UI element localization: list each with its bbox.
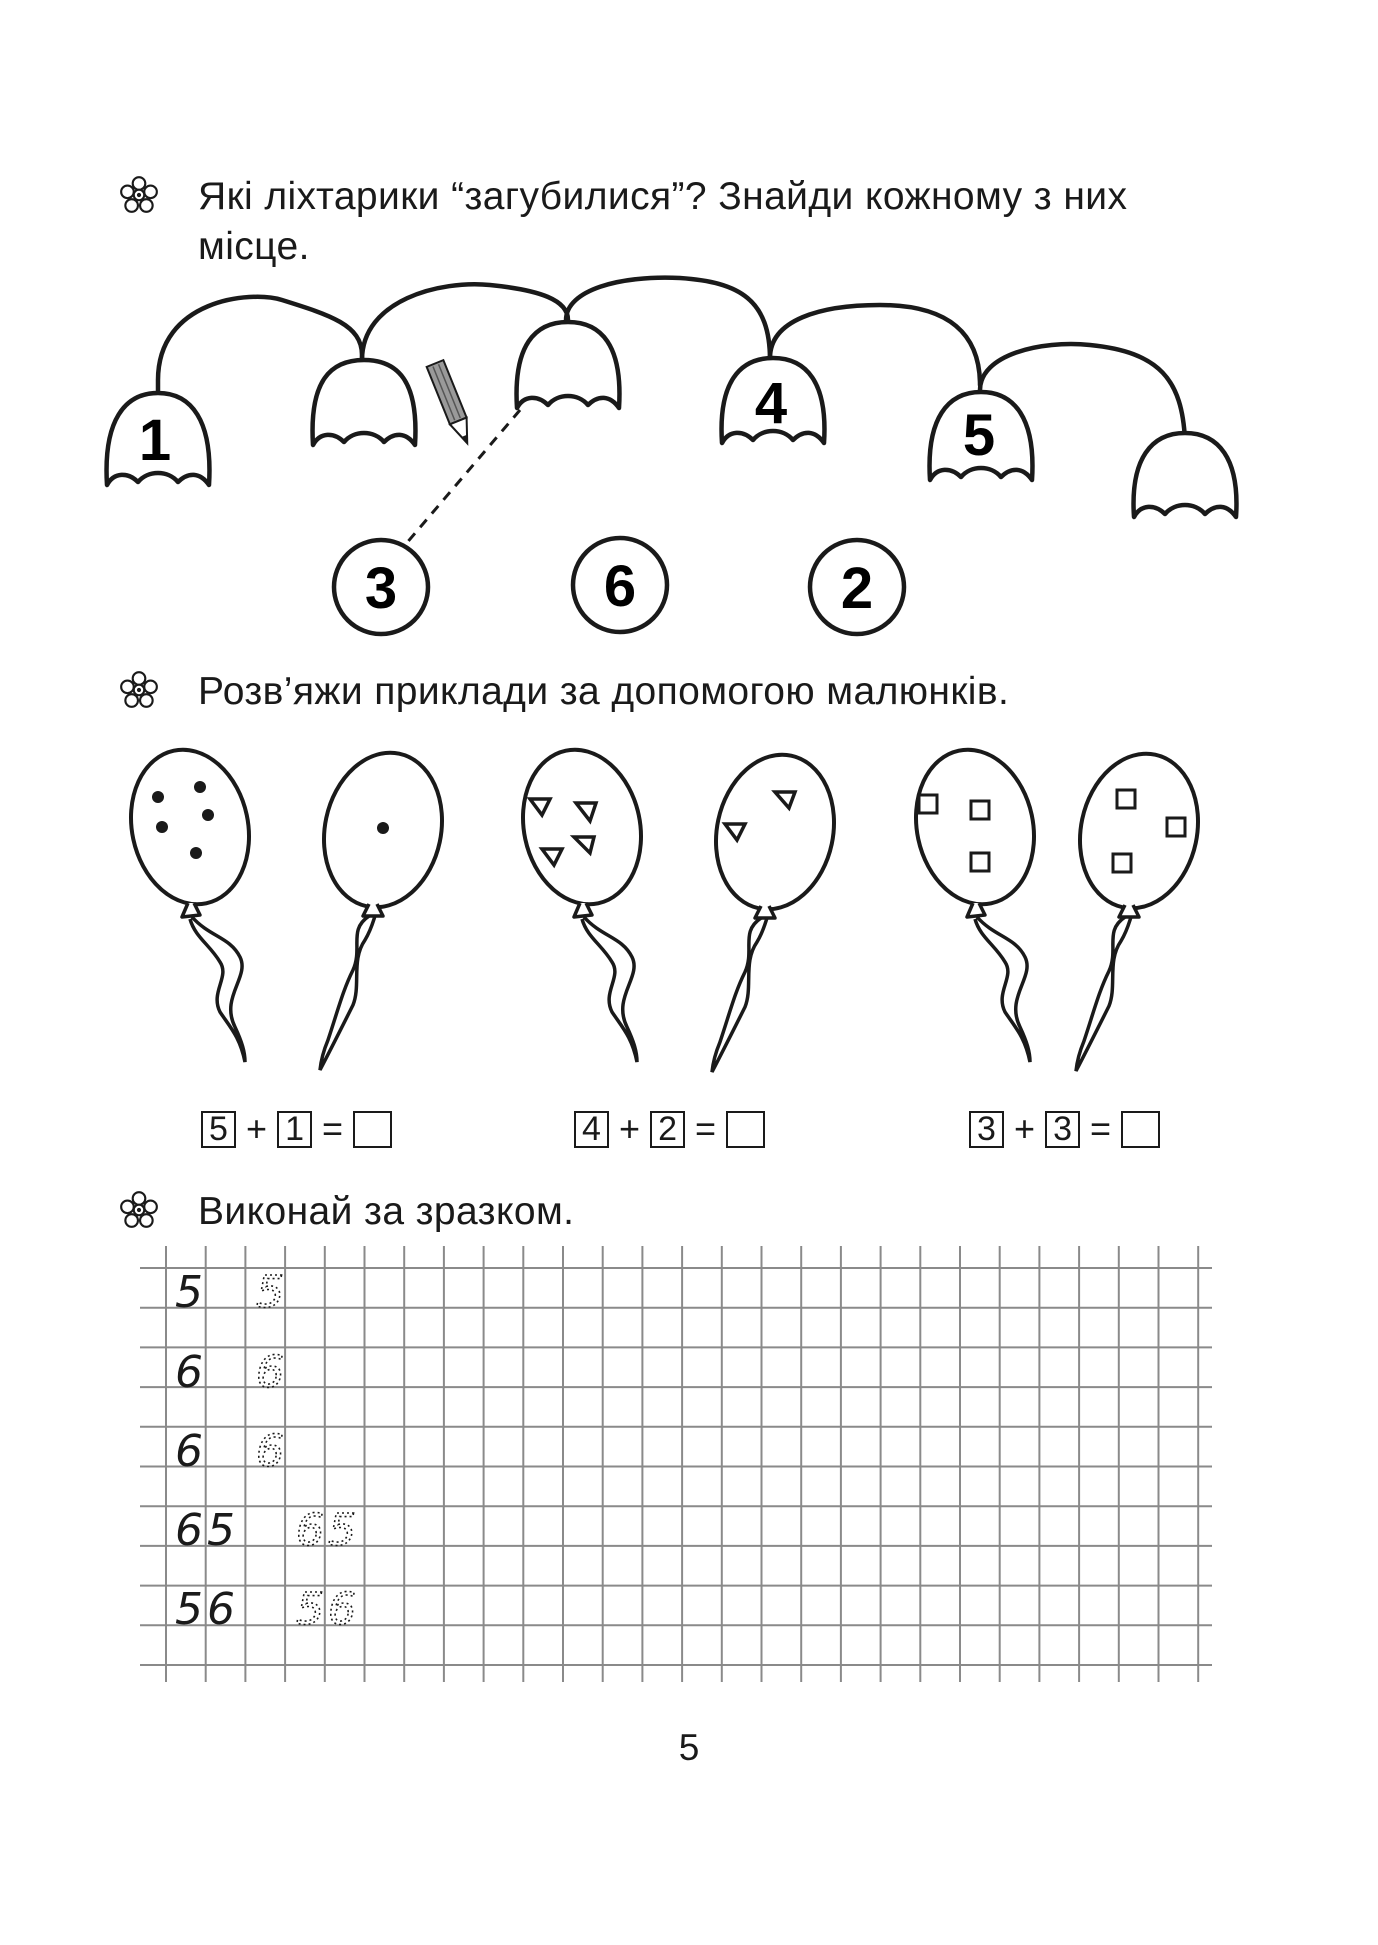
plus-sign: + (1014, 1108, 1036, 1149)
lantern-number: 1 (138, 408, 172, 473)
balloon-illustrations (0, 730, 1378, 1090)
answer-box[interactable] (353, 1111, 392, 1148)
balloon-3-squares (902, 739, 1048, 1062)
lantern-4 (722, 358, 825, 443)
flower-icon (118, 669, 160, 711)
equals-sign: = (1090, 1108, 1112, 1149)
task-2 (118, 667, 1009, 717)
equation-3 (969, 1108, 1160, 1150)
task-3-instruction: Виконай за зразком. (198, 1190, 575, 1233)
equation-2 (574, 1108, 765, 1150)
addend-box: 3 (969, 1111, 1004, 1148)
trace-digits[interactable]: 56 (296, 1584, 360, 1635)
loose-lantern-6[interactable] (573, 538, 667, 632)
addend-box: 5 (201, 1111, 236, 1148)
addend-box: 2 (650, 1111, 685, 1148)
sample-digits: 6 (175, 1426, 207, 1477)
task-3 (118, 1187, 574, 1237)
circle-number: 6 (603, 554, 637, 619)
flower-icon (118, 174, 160, 216)
trace-digits[interactable]: 6 (256, 1426, 288, 1477)
lantern-empty (517, 322, 620, 408)
equals-sign: = (695, 1108, 717, 1149)
flower-icon (118, 1189, 160, 1231)
addend-box: 4 (574, 1111, 609, 1148)
equals-sign: = (322, 1108, 344, 1149)
equation-1 (201, 1108, 392, 1150)
plus-sign: + (619, 1108, 641, 1149)
answer-box[interactable] (726, 1111, 765, 1148)
page-number: 5 (678, 1727, 700, 1768)
circle-number: 2 (840, 556, 874, 621)
lantern-1 (107, 393, 210, 485)
trace-digits[interactable]: 6 (256, 1347, 288, 1398)
sample-digits: 65 (175, 1505, 239, 1556)
task-1-instruction: Які ліхтарики “загубилися”? Знайди кожному з них місце. (198, 175, 1128, 268)
task-2-instruction: Розв’яжи приклади за допомогою малюнків. (198, 670, 1010, 713)
balloon-4-triangles (509, 739, 655, 1062)
balloon-2-triangles (702, 744, 848, 1072)
loose-lantern-3[interactable] (334, 540, 428, 634)
sample-digits: 56 (175, 1584, 239, 1635)
addend-box: 1 (277, 1111, 312, 1148)
loose-lantern-2[interactable] (810, 540, 904, 634)
lantern-empty (1134, 433, 1237, 517)
lantern-number: 4 (754, 371, 788, 436)
addend-box: 3 (1045, 1111, 1080, 1148)
trace-digits[interactable]: 65 (296, 1505, 360, 1556)
balloon-5-dots (117, 739, 263, 1062)
lantern-number: 5 (962, 403, 996, 468)
lantern-5 (930, 392, 1033, 480)
balloon-1-dot (310, 742, 456, 1070)
lantern-garland (0, 255, 1378, 675)
plus-sign: + (246, 1108, 268, 1149)
sample-digits: 5 (175, 1267, 207, 1318)
balloon-3-squares-right (1066, 743, 1212, 1071)
circle-number: 3 (364, 556, 398, 621)
trace-digits[interactable]: 5 (256, 1267, 288, 1318)
sample-digits: 6 (175, 1347, 207, 1398)
lantern-empty (313, 360, 416, 445)
pencil-icon (427, 360, 476, 446)
writing-grid[interactable] (0, 1235, 1378, 1685)
answer-box[interactable] (1121, 1111, 1160, 1148)
